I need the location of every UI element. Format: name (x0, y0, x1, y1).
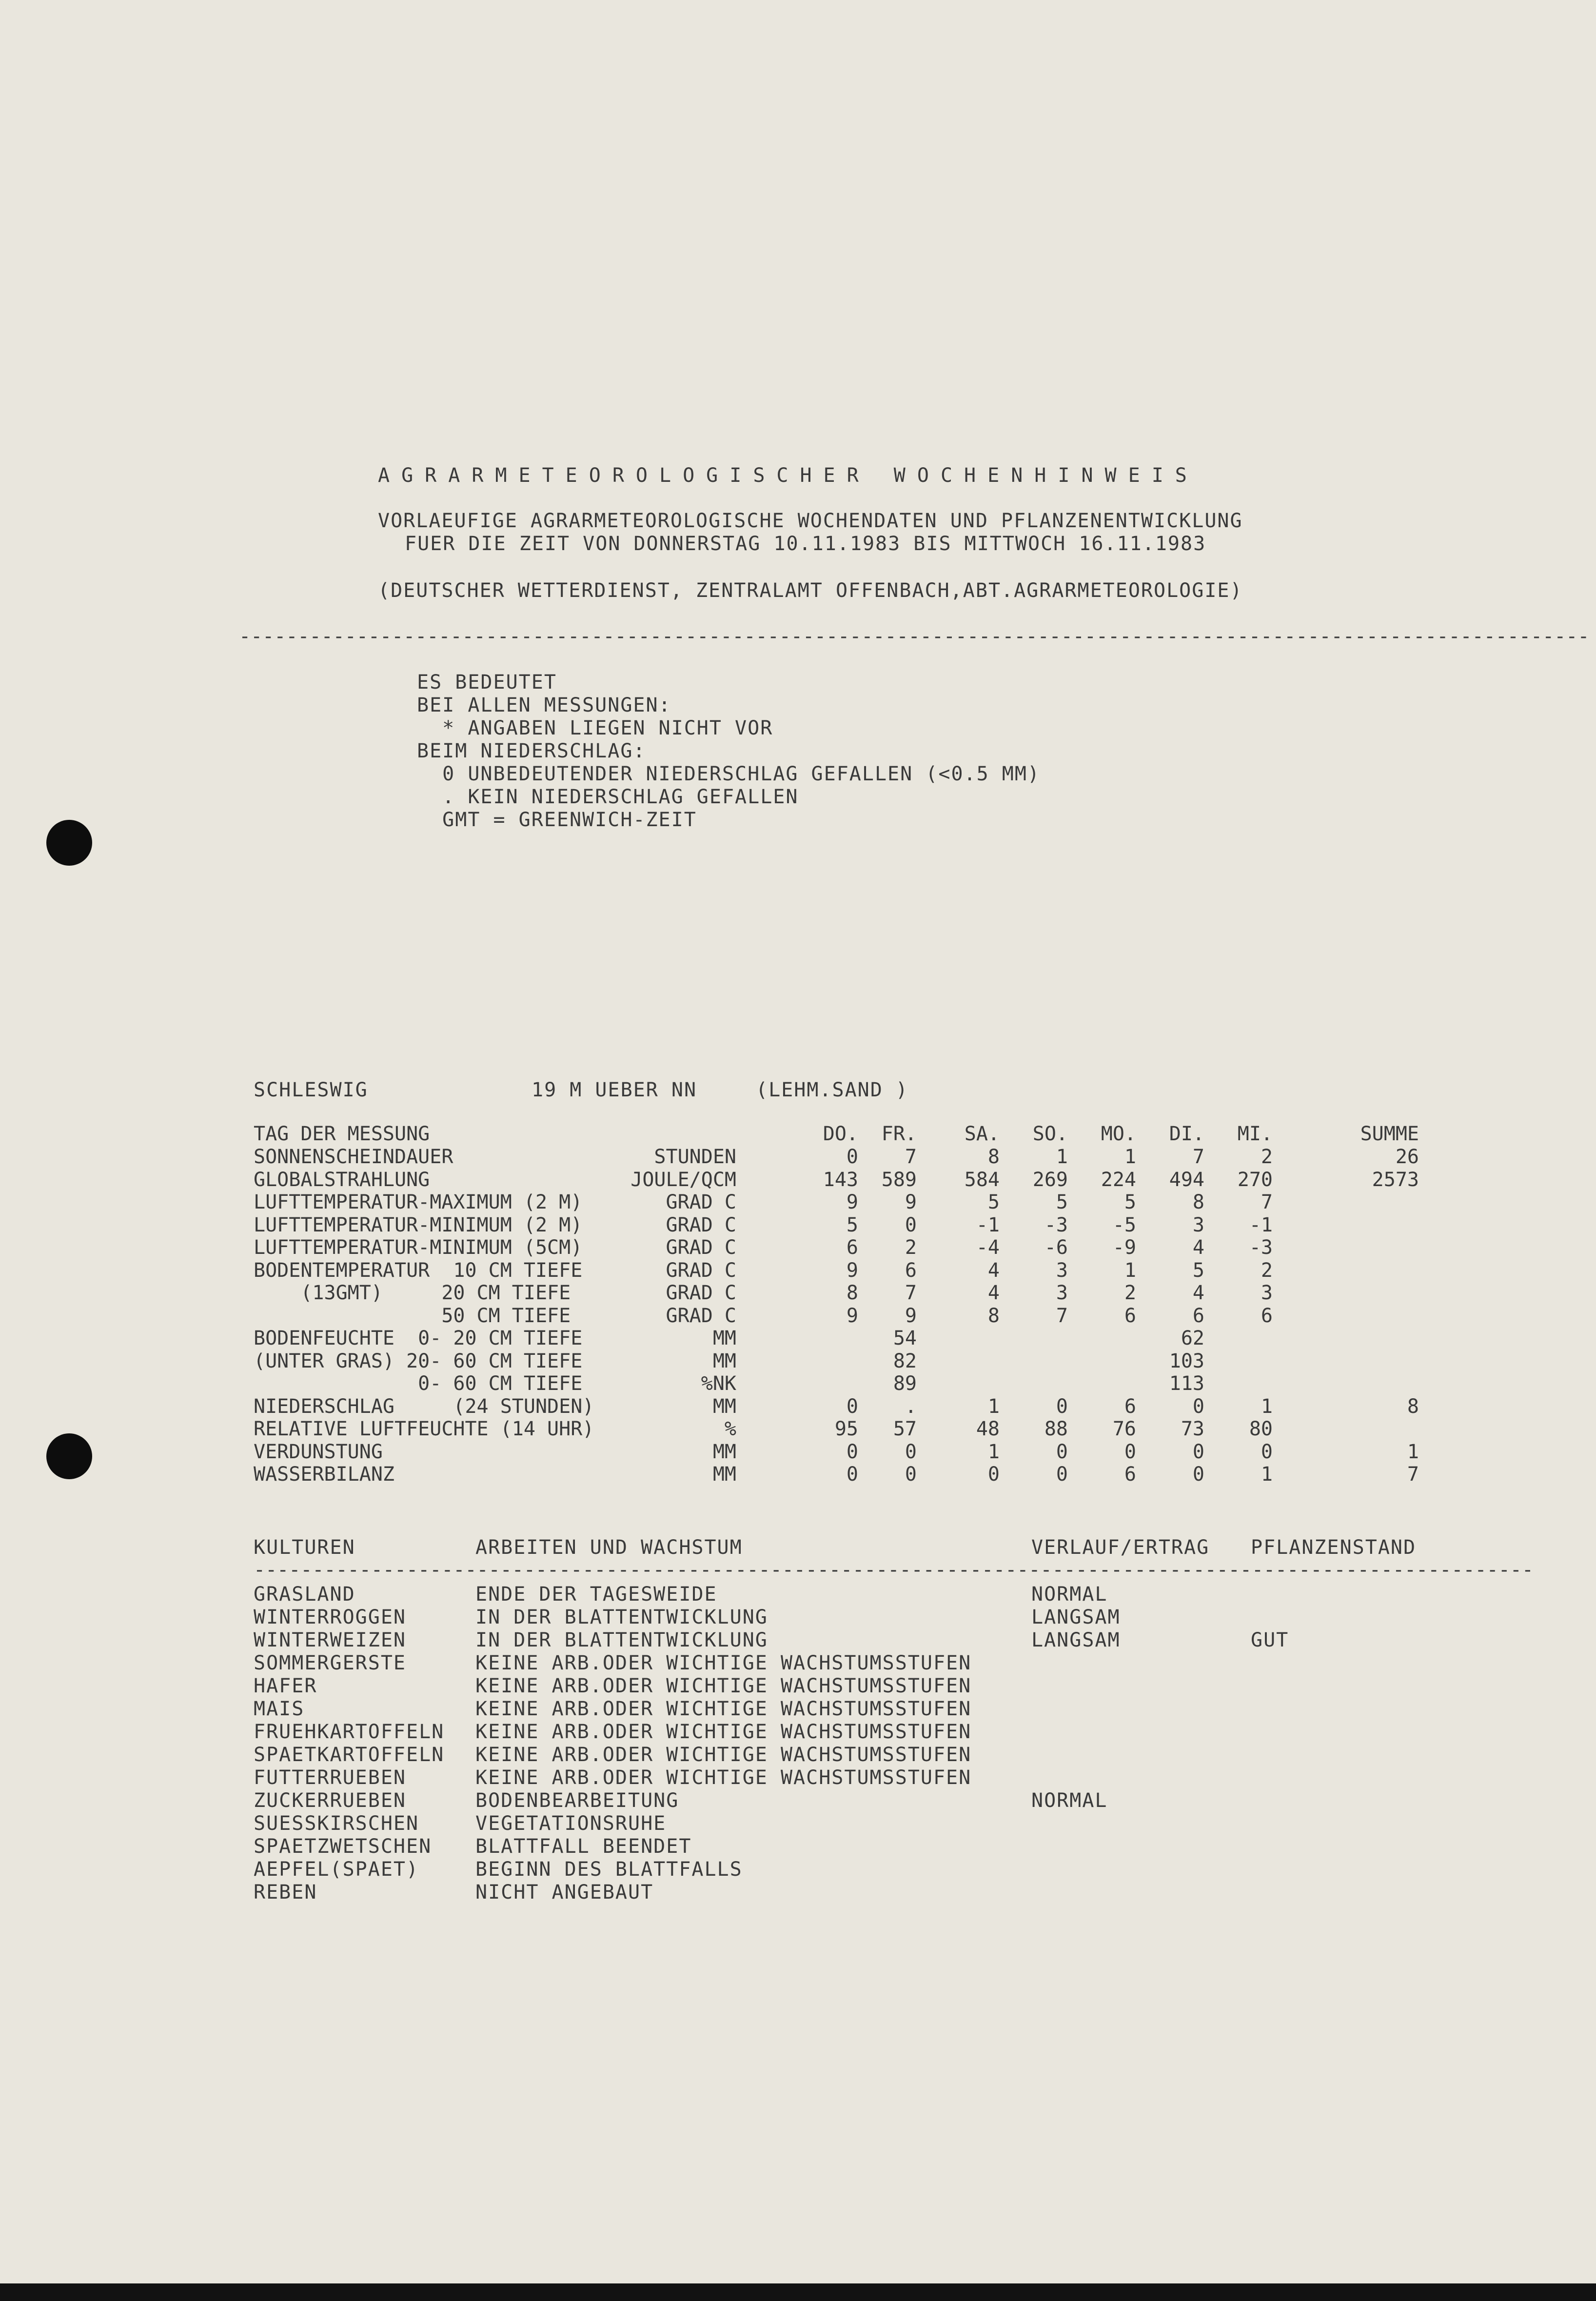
measurement-label: (13GMT) 20 CM TIEFE (254, 1282, 571, 1304)
measurement-value: 8 (846, 1282, 858, 1304)
measurement-value: 224 (1101, 1168, 1136, 1191)
measurement-value: 0 (905, 1463, 917, 1486)
measurement-value: 0 (905, 1440, 917, 1463)
measurement-value: 1 (1124, 1259, 1136, 1282)
measurement-value: 9 (905, 1304, 917, 1327)
crop-activity: ENDE DER TAGESWEIDE (475, 1583, 717, 1606)
measurement-value: 5 (1192, 1259, 1204, 1282)
crop-name: WINTERROGGEN (254, 1606, 406, 1628)
measurement-value: 88 (1044, 1418, 1068, 1440)
measurement-value: 82 (893, 1349, 917, 1372)
measurement-label: WASSERBILANZ (254, 1463, 394, 1486)
legend-line: ES BEDEUTET (417, 671, 557, 694)
measurement-value: 4 (987, 1259, 1000, 1282)
station-altitude: 19 M UEBER NN (532, 1079, 697, 1101)
measurement-value: 7 (1192, 1146, 1204, 1168)
crop-name: GRASLAND (254, 1583, 355, 1606)
measurement-value: 5 (987, 1191, 1000, 1213)
measurement-value: 76 (1112, 1418, 1136, 1440)
crop-stand: GUT (1251, 1629, 1289, 1651)
crop-name: AEPFEL(SPAET) (254, 1858, 419, 1881)
crop-verlauf: LANGSAM (1031, 1629, 1121, 1651)
legend-line: * ANGABEN LIEGEN NICHT VOR (417, 717, 773, 739)
crop-activity: VEGETATIONSRUHE (475, 1812, 667, 1835)
measurement-value: 89 (893, 1372, 917, 1395)
day-header: MI. (1237, 1123, 1273, 1145)
measurement-value: 1 (1056, 1146, 1068, 1168)
measurement-value: 8 (1192, 1191, 1204, 1213)
day-header: MO. (1101, 1123, 1136, 1145)
measurement-unit: MM (712, 1463, 736, 1486)
crop-activity: KEINE ARB.ODER WICHTIGE WACHSTUMSSTUFEN (475, 1698, 972, 1720)
measurement-value: 7 (905, 1146, 917, 1168)
measurement-value: 0 (1056, 1440, 1068, 1463)
measurement-value: -3 (1249, 1236, 1273, 1259)
document-title: AGRARMETEOROLOGISCHER WOCHENHINWEIS (378, 464, 1199, 487)
crop-name: SUESSKIRSCHEN (254, 1812, 419, 1835)
measurement-unit: GRAD C (666, 1191, 736, 1213)
measurement-unit: GRAD C (666, 1282, 736, 1304)
scan-edge (0, 2283, 1596, 2301)
crop-activity: IN DER BLATTENTWICKLUNG (475, 1629, 768, 1651)
measurement-label: VERDUNSTUNG (254, 1440, 383, 1463)
measurement-label: BODENTEMPERATUR 10 CM TIEFE (254, 1259, 583, 1282)
day-header: FR. (881, 1123, 917, 1145)
measurement-value: 3 (1056, 1259, 1068, 1282)
crop-name: SOMMERGERSTE (254, 1652, 406, 1674)
measurement-sum: 2573 (1372, 1168, 1419, 1191)
measurement-value: 7 (1261, 1191, 1273, 1213)
measurement-value: 2 (1124, 1282, 1136, 1304)
measurement-value: 5 (1056, 1191, 1068, 1213)
measurement-sum: 26 (1395, 1146, 1419, 1168)
measurement-value: 62 (1181, 1327, 1204, 1349)
measurement-value: 0 (1056, 1463, 1068, 1486)
day-header: SA. (964, 1123, 1000, 1145)
crop-name: WINTERWEIZEN (254, 1629, 406, 1651)
crop-name: MAIS (254, 1698, 305, 1720)
measurement-value: -6 (1044, 1236, 1068, 1259)
measurement-unit: GRAD C (666, 1259, 736, 1282)
measurement-value: 584 (964, 1168, 1000, 1191)
measurement-value: 2 (1261, 1259, 1273, 1282)
measurement-value: 80 (1249, 1418, 1273, 1440)
measurement-sum: 1 (1407, 1440, 1419, 1463)
measurement-value: 54 (893, 1327, 917, 1349)
legend-line: . KEIN NIEDERSCHLAG GEFALLEN (417, 786, 799, 808)
measurement-value: 0 (846, 1395, 858, 1418)
measurement-unit: %NK (701, 1372, 736, 1395)
crop-name: FUTTERRUEBEN (254, 1766, 406, 1789)
crop-verlauf: NORMAL (1031, 1583, 1108, 1606)
measurement-value: 6 (1192, 1304, 1204, 1327)
crop-activity: BODENBEARBEITUNG (475, 1789, 679, 1812)
day-header: DI. (1169, 1123, 1204, 1145)
measurement-value: 5 (1124, 1191, 1136, 1213)
measurement-unit: GRAD C (666, 1304, 736, 1327)
measurement-value: 143 (823, 1168, 858, 1191)
measurement-value: 0 (1192, 1395, 1204, 1418)
measurement-unit: MM (712, 1395, 736, 1418)
measurement-label: GLOBALSTRAHLUNG (254, 1168, 430, 1191)
measurement-value: 589 (881, 1168, 917, 1191)
crops-header-arbeiten: ARBEITEN UND WACHSTUM (475, 1536, 743, 1559)
measurement-value: 7 (1056, 1304, 1068, 1327)
measurement-value: 8 (987, 1146, 1000, 1168)
crop-activity: KEINE ARB.ODER WICHTIGE WACHSTUMSSTUFEN (475, 1744, 972, 1766)
measurement-value: -9 (1112, 1236, 1136, 1259)
legend-line: BEI ALLEN MESSUNGEN: (417, 694, 671, 716)
day-header: DO. (823, 1123, 858, 1145)
measurement-value: 6 (1261, 1304, 1273, 1327)
measurement-sum: 7 (1407, 1463, 1419, 1486)
legend-line: BEIM NIEDERSCHLAG: (417, 740, 646, 762)
measurement-value: 0 (1192, 1463, 1204, 1486)
measurement-value: 48 (976, 1418, 1000, 1440)
measurement-unit: % (724, 1418, 736, 1440)
divider-top: ------------------------------------------------------------------------------------------------------------------- (239, 625, 1590, 648)
measurement-value: 0 (987, 1463, 1000, 1486)
crop-activity: KEINE ARB.ODER WICHTIGE WACHSTUMSSTUFEN (475, 1652, 972, 1674)
measurement-value: 1 (1124, 1146, 1136, 1168)
crop-name: SPAETZWETSCHEN (254, 1835, 432, 1858)
crop-name: SPAETKARTOFFELN (254, 1744, 445, 1766)
measurement-unit: MM (712, 1327, 736, 1349)
measurement-value: 8 (987, 1304, 1000, 1327)
subtitle-line-2: FUER DIE ZEIT VON DONNERSTAG 10.11.1983 BIS MITTWOCH 16.11.1983 (405, 533, 1206, 555)
measurement-value: 6 (846, 1236, 858, 1259)
measurement-unit: JOULE/QCM (631, 1168, 736, 1191)
measurement-label: (UNTER GRAS) 20- 60 CM TIEFE (254, 1349, 583, 1372)
measurement-value: 0 (846, 1463, 858, 1486)
measurement-value: 0 (1056, 1395, 1068, 1418)
crop-name: REBEN (254, 1881, 317, 1904)
subtitle-line-1: VORLAEUFIGE AGRARMETEOROLOGISCHE WOCHENDATEN UND PFLANZENENTWICKLUNG (378, 510, 1243, 532)
measurement-value: . (905, 1395, 917, 1418)
measurement-value: 5 (846, 1213, 858, 1236)
crop-activity: IN DER BLATTENTWICKLUNG (475, 1606, 768, 1628)
measurement-unit: GRAD C (666, 1213, 736, 1236)
measurement-value: 9 (846, 1304, 858, 1327)
measurement-value: -1 (1249, 1213, 1273, 1236)
measurement-value: -1 (976, 1213, 1000, 1236)
sum-header: SUMME (1360, 1123, 1419, 1145)
measurement-value: 494 (1169, 1168, 1204, 1191)
crop-verlauf: LANGSAM (1031, 1606, 1121, 1628)
measurement-value: 103 (1169, 1349, 1204, 1372)
measurement-value: 1 (987, 1440, 1000, 1463)
measurement-unit: MM (712, 1349, 736, 1372)
measurement-value: 9 (905, 1191, 917, 1213)
measurement-value: 4 (1192, 1236, 1204, 1259)
crop-name: FRUEHKARTOFFELN (254, 1721, 445, 1743)
measurement-value: 3 (1056, 1282, 1068, 1304)
measurement-value: 4 (987, 1282, 1000, 1304)
measurement-value: 6 (1124, 1304, 1136, 1327)
measurement-value: 1 (987, 1395, 1000, 1418)
crops-header-stand: PFLANZENSTAND (1251, 1536, 1417, 1559)
measurement-label: NIEDERSCHLAG (24 STUNDEN) (254, 1395, 594, 1418)
measurement-value: 2 (905, 1236, 917, 1259)
measurement-label: 50 CM TIEFE (254, 1304, 571, 1327)
measurement-value: 0 (1261, 1440, 1273, 1463)
measurement-value: 7 (905, 1282, 917, 1304)
measurement-label: 0- 60 CM TIEFE (254, 1372, 583, 1395)
measurement-label: BODENFEUCHTE 0- 20 CM TIEFE (254, 1327, 583, 1349)
measurement-value: 9 (846, 1259, 858, 1282)
measurement-value: 0 (1124, 1440, 1136, 1463)
crop-activity: KEINE ARB.ODER WICHTIGE WACHSTUMSSTUFEN (475, 1721, 972, 1743)
measurement-label: LUFTTEMPERATUR-MINIMUM (5CM) (254, 1236, 583, 1259)
measurement-value: 270 (1237, 1168, 1273, 1191)
measurement-unit: GRAD C (666, 1236, 736, 1259)
crop-activity: NICHT ANGEBAUT (475, 1881, 654, 1904)
measurement-value: 57 (893, 1418, 917, 1440)
crop-activity: KEINE ARB.ODER WICHTIGE WACHSTUMSSTUFEN (475, 1766, 972, 1789)
measurement-value: 269 (1032, 1168, 1068, 1191)
measurement-value: -3 (1044, 1213, 1068, 1236)
measurement-unit: MM (712, 1440, 736, 1463)
divider-crops: ------------------------------------------------------------------------------------------------------------- (254, 1559, 1534, 1581)
measurement-unit: STUNDEN (654, 1146, 736, 1168)
crop-activity: BLATTFALL BEENDET (475, 1835, 692, 1858)
measurement-label: SONNENSCHEINDAUER (254, 1146, 453, 1168)
measurement-value: 1 (1261, 1395, 1273, 1418)
measurement-value: 0 (1192, 1440, 1204, 1463)
measurement-value: 95 (834, 1418, 858, 1440)
legend-line: 0 UNBEDEUTENDER NIEDERSCHLAG GEFALLEN (<0.5 MM) (417, 763, 1041, 785)
measurement-value: 3 (1192, 1213, 1204, 1236)
measurement-value: 73 (1181, 1418, 1204, 1440)
measurements-header-label: TAG DER MESSUNG (254, 1123, 430, 1145)
crop-verlauf: NORMAL (1031, 1789, 1108, 1812)
issuer-line: (DEUTSCHER WETTERDIENST, ZENTRALAMT OFFENBACH,ABT.AGRARMETEOROLOGIE) (378, 579, 1243, 602)
punch-hole-bottom (46, 1433, 92, 1479)
crop-name: HAFER (254, 1675, 317, 1697)
measurement-value: 2 (1261, 1146, 1273, 1168)
punch-hole-top (46, 820, 92, 866)
measurement-sum: 8 (1407, 1395, 1419, 1418)
measurement-value: 4 (1192, 1282, 1204, 1304)
measurement-value: 6 (905, 1259, 917, 1282)
measurement-value: 0 (905, 1213, 917, 1236)
crop-name: ZUCKERRUEBEN (254, 1789, 406, 1812)
crops-header-kulturen: KULTUREN (254, 1536, 355, 1559)
measurement-label: LUFTTEMPERATUR-MAXIMUM (2 M) (254, 1191, 583, 1213)
measurement-label: RELATIVE LUFTFEUCHTE (14 UHR) (254, 1418, 594, 1440)
station-soil: (LEHM.SAND ) (756, 1079, 908, 1101)
measurement-value: -5 (1112, 1213, 1136, 1236)
station-name: SCHLESWIG (254, 1079, 368, 1101)
measurement-value: 6 (1124, 1463, 1136, 1486)
measurement-value: 6 (1124, 1395, 1136, 1418)
crops-header-verlauf: VERLAUF/ERTRAG (1031, 1536, 1210, 1559)
crop-activity: KEINE ARB.ODER WICHTIGE WACHSTUMSSTUFEN (475, 1675, 972, 1697)
measurement-value: 9 (846, 1191, 858, 1213)
measurement-value: -4 (976, 1236, 1000, 1259)
measurement-value: 0 (846, 1146, 858, 1168)
measurement-label: LUFTTEMPERATUR-MINIMUM (2 M) (254, 1213, 583, 1236)
measurement-value: 1 (1261, 1463, 1273, 1486)
crop-activity: BEGINN DES BLATTFALLS (475, 1858, 743, 1881)
measurement-value: 113 (1169, 1372, 1204, 1395)
day-header: SO. (1032, 1123, 1068, 1145)
measurement-value: 0 (846, 1440, 858, 1463)
measurement-value: 3 (1261, 1282, 1273, 1304)
legend-line: GMT = GREENWICH-ZEIT (417, 809, 697, 831)
